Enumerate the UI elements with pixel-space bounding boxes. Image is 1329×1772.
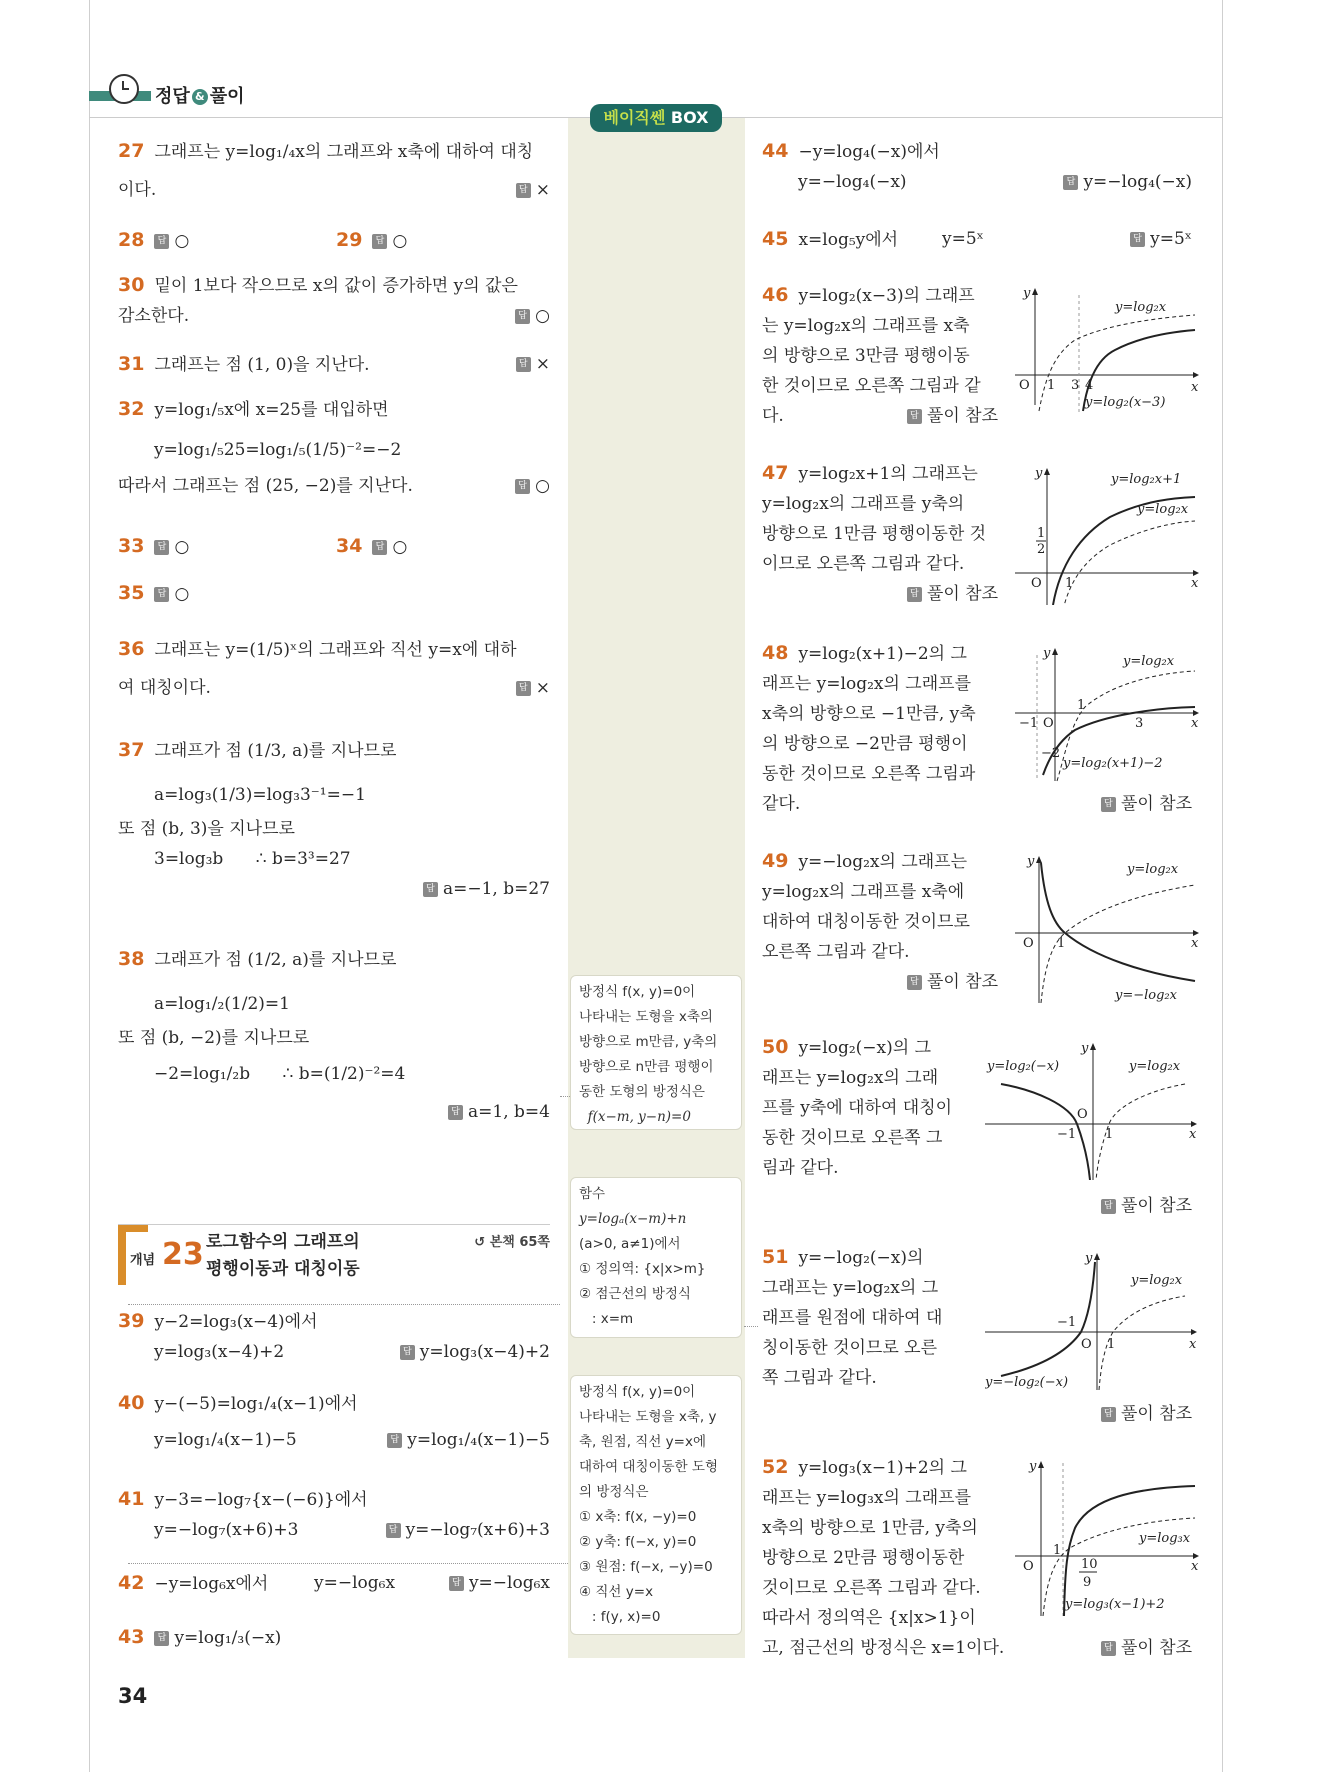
solution-text: 래프는 y=log₃x의 그래프를 (762, 1488, 971, 1508)
item-number: 31 (118, 353, 145, 375)
graph-51 (985, 1250, 1215, 1390)
concept-title-line2: 평행이동과 대칭이동 (206, 1259, 360, 1279)
item-number: 47 (762, 462, 789, 484)
connector-51 (744, 1326, 758, 1327)
solution-27 (118, 136, 550, 205)
solution-29 (336, 225, 550, 256)
svg-text:y=log₂x: y=log₂x (1127, 862, 1179, 877)
solution-text: 림과 같다. (762, 1158, 839, 1178)
item-number: 33 (118, 535, 145, 557)
solution-39 (118, 1306, 550, 1367)
solution-text: y=log₁/₅x에 x=25를 대입하면 (154, 400, 389, 420)
solution-45 (762, 224, 1192, 255)
solution-text: 래프를 원점에 대하여 대 (762, 1308, 943, 1328)
solution-text: 오른쪽 그림과 같다. (762, 942, 910, 962)
svg-text:y=log₂x+1: y=log₂x+1 (1111, 472, 1182, 487)
item-number: 49 (762, 850, 789, 872)
answer (1101, 789, 1192, 819)
equation: 3=log₃b ∴ b=3³=27 (154, 849, 351, 869)
answer-tag-icon: 답 (1101, 797, 1116, 812)
solution-text: 프를 y축에 대하여 대칭이 (762, 1098, 953, 1118)
title-left: 정답 (155, 86, 190, 107)
note-line: : f(y, x)=0 (579, 1609, 661, 1625)
solution-text: 래프는 y=log₂x의 그래 (762, 1068, 939, 1088)
note-line: 축, 원점, 직선 y=x에 (579, 1434, 706, 1450)
svg-text:3: 3 (1071, 378, 1080, 393)
solution-33 (118, 531, 318, 562)
concept-bracket-top (118, 1225, 148, 1232)
solution-30 (118, 270, 550, 331)
svg-text:O: O (1019, 378, 1030, 393)
svg-text:y: y (1043, 646, 1051, 661)
solution-text: y−(−5)=log₁/₄(x−1)에서 (154, 1394, 358, 1414)
svg-text:y=log₂x: y=log₂x (1115, 300, 1167, 315)
answer-value: ○ (174, 537, 190, 557)
textbook-reference[interactable] (474, 1231, 550, 1250)
solution-text: x축의 방향으로 1만큼, y축의 (762, 1518, 978, 1538)
note-line: 동한 도형의 방정식은 (579, 1084, 705, 1100)
svg-text:y=−log₂(−x): y=−log₂(−x) (985, 1375, 1069, 1390)
answer-tag-icon: 답 (387, 1433, 402, 1448)
item-number: 42 (118, 1572, 145, 1594)
svg-text:1: 1 (1065, 576, 1074, 591)
solution-text: x=log₅y에서 (798, 230, 899, 250)
solution-text: −y=log₄(−x)에서 (798, 142, 940, 162)
item-number: 43 (118, 1626, 145, 1648)
answer (907, 401, 998, 431)
alarm-clock-icon (109, 74, 139, 104)
solution-text: y=log₂(x−3)의 그래프 (798, 286, 975, 306)
solution-text: 이다. (118, 180, 157, 200)
svg-text:y=log₂x: y=log₂x (1129, 1059, 1181, 1074)
solution-text: y−3=−log₇{x−(−6)}에서 (154, 1490, 368, 1510)
svg-text:y=log₂(x−3): y=log₂(x−3) (1085, 395, 1166, 410)
svg-text:−1: −1 (1019, 716, 1039, 731)
svg-text:O: O (1023, 1559, 1034, 1574)
solution-text: 또 점 (b, −2)를 지나므로 (118, 1028, 310, 1048)
graph-49 (1015, 853, 1215, 1003)
item-number: 45 (762, 228, 789, 250)
svg-text:1: 1 (1105, 1127, 1114, 1142)
box-note-translation (570, 975, 742, 1130)
answer-tag-icon: 답 (1101, 1407, 1116, 1422)
solution-35 (118, 578, 550, 609)
answer (516, 175, 550, 205)
answer-tag-icon: 답 (423, 882, 438, 897)
answer-value: y=5ˣ (1150, 229, 1192, 249)
svg-text:x: x (1189, 1127, 1197, 1142)
answer-tag-icon: 답 (154, 587, 169, 602)
svg-text:3: 3 (1135, 716, 1144, 731)
answer-value: ○ (392, 231, 408, 251)
graph-52 (1015, 1458, 1215, 1618)
svg-text:−2: −2 (1041, 746, 1061, 761)
svg-text:−1: −1 (1057, 1315, 1077, 1330)
note-line: 함수 (579, 1186, 606, 1202)
solution-34 (336, 531, 550, 562)
solution-text: 쪽 그림과 같다. (762, 1368, 877, 1388)
svg-text:4: 4 (1085, 378, 1094, 393)
answer-value: y=log₁/₄(x−1)−5 (407, 1430, 550, 1450)
svg-text:O: O (1043, 716, 1054, 731)
svg-text:y=log₂x: y=log₂x (1123, 654, 1175, 669)
reference-text: 본책 65쪽 (489, 1235, 550, 1250)
answer-tag-icon: 답 (372, 234, 387, 249)
svg-text:y=log₃x: y=log₃x (1139, 1531, 1191, 1546)
answer-tag-icon: 답 (400, 1345, 415, 1360)
solution-32 (118, 394, 550, 501)
solution-text: 의 방향으로 −2만큼 평행이 (762, 734, 968, 754)
solution-text: 밑이 1보다 작으므로 x의 값이 증가하면 y의 값은 (154, 276, 518, 296)
answer-value: 풀이 참조 (1120, 1404, 1192, 1424)
page-edge-left (89, 0, 90, 1772)
answer-tag-icon: 답 (1130, 232, 1145, 247)
badge-latin: BOX (670, 108, 709, 127)
solution-text: y=−log₂(−x)의 (798, 1248, 924, 1268)
item-number: 51 (762, 1246, 789, 1268)
note-line: 나타내는 도형을 x축의 (579, 1009, 713, 1025)
answer (516, 673, 550, 703)
page-number: 34 (118, 1684, 148, 1708)
note-line: 방정식 f(x, y)=0이 (579, 1384, 696, 1400)
answer-value: 풀이 참조 (926, 584, 998, 604)
svg-text:y: y (1027, 854, 1035, 869)
answer (386, 1515, 550, 1545)
answer-value: 풀이 참조 (1120, 1196, 1192, 1216)
answer (387, 1425, 550, 1455)
solution-text: y=log₂x의 그래프를 x축에 (762, 882, 965, 902)
answer-value: 풀이 참조 (926, 406, 998, 426)
solution-text: 그래프가 점 (1/2, a)를 지나므로 (154, 950, 397, 970)
solution-text: 감소한다. (118, 306, 190, 326)
svg-text:1: 1 (1047, 378, 1056, 393)
answer-tag-icon: 답 (1101, 1641, 1116, 1656)
badge-korean: 베이직쎈 (603, 108, 666, 127)
solution-text: 고, 점근선의 방정식은 x=1이다. (762, 1638, 1005, 1658)
solution-text: 칭이동한 것이므로 오른 (762, 1338, 938, 1358)
solution-text: 동한 것이므로 오른쪽 그림과 (762, 764, 976, 784)
item-number: 37 (118, 739, 145, 761)
solution-text: 것이므로 오른쪽 그림과 같다. (762, 1578, 981, 1598)
answer-tag-icon: 답 (448, 1105, 463, 1120)
section-title (155, 82, 245, 108)
svg-text:1: 1 (1037, 526, 1046, 541)
solution-44 (762, 136, 1192, 197)
svg-text:2: 2 (1037, 542, 1046, 557)
answer-tag-icon: 답 (516, 357, 531, 372)
note-line: ① x축: f(x, −y)=0 (579, 1509, 697, 1525)
solution-text: 는 y=log₂x의 그래프를 x축 (762, 316, 970, 336)
note-line: ① 정의역: {x|x>m} (579, 1261, 706, 1277)
svg-text:y=log₃(x−1)+2: y=log₃(x−1)+2 (1065, 1597, 1165, 1612)
answer (1063, 167, 1192, 197)
note-line: ④ 직선 y=x (579, 1584, 654, 1600)
answer-value: y=−log₄(−x) (1083, 172, 1192, 192)
answer (515, 301, 550, 331)
solution-text: 의 방향으로 3만큼 평행이동 (762, 346, 970, 366)
solution-text: y=log₃(x−1)+2의 그 (798, 1458, 967, 1478)
svg-text:x: x (1191, 576, 1199, 591)
answer-tag-icon: 답 (907, 409, 922, 424)
svg-text:9: 9 (1083, 1575, 1092, 1590)
svg-text:y: y (1029, 1459, 1037, 1474)
item-number: 28 (118, 229, 145, 251)
item-number: 40 (118, 1392, 145, 1414)
solution-43 (118, 1622, 550, 1653)
svg-text:O: O (1031, 576, 1042, 591)
answer-tag-icon: 답 (515, 309, 530, 324)
svg-text:y=log₂(−x): y=log₂(−x) (987, 1059, 1060, 1074)
equation: a=log₃(1/3)=log₃3⁻¹=−1 (154, 785, 366, 805)
concept-number: 23 (162, 1237, 204, 1272)
page-edge-right (1222, 0, 1223, 1772)
answer (449, 1568, 550, 1598)
solution-36 (118, 634, 550, 703)
solution-47 (762, 458, 998, 609)
solution-text: 따라서 정의역은 {x|x>1}이 (762, 1608, 976, 1628)
answer-value: × (535, 678, 550, 698)
note-line: ② 점근선의 방정식 (579, 1286, 691, 1302)
note-line: 방향으로 m만큼, y축의 (579, 1034, 718, 1050)
answer-tag-icon: 답 (372, 540, 387, 555)
concept-title-line1: 로그함수의 그래프의 (206, 1232, 360, 1252)
svg-text:x: x (1191, 936, 1199, 951)
equation: y=log₁/₄(x−1)−5 (154, 1430, 297, 1450)
item-number: 30 (118, 274, 145, 296)
svg-text:y=log₂(x+1)−2: y=log₂(x+1)−2 (1063, 756, 1163, 771)
solution-31 (118, 349, 550, 380)
solution-37 (118, 735, 550, 904)
answer-tag-icon: 답 (449, 1576, 464, 1591)
note-line: 방향으로 n만큼 평행이 (579, 1059, 714, 1075)
item-number: 46 (762, 284, 789, 306)
solution-text: y=log₂(x+1)−2의 그 (798, 644, 967, 664)
answer-value: 풀이 참조 (926, 972, 998, 992)
solution-text: 방향으로 2만큼 평행이동한 (762, 1548, 965, 1568)
title-right: 풀이 (209, 86, 245, 107)
svg-text:10: 10 (1081, 1557, 1098, 1572)
svg-text:y: y (1081, 1041, 1089, 1056)
svg-text:y: y (1035, 466, 1043, 481)
answer-tag-icon: 답 (907, 975, 922, 990)
svg-text:y=−log₂x: y=−log₂x (1115, 988, 1177, 1003)
answer (515, 471, 550, 501)
svg-text:y: y (1085, 1251, 1093, 1266)
equation: y=log₃(x−4)+2 (154, 1342, 285, 1362)
equation: y=5ˣ (942, 229, 984, 249)
graph-48 (1015, 645, 1215, 785)
answer-value: × (535, 180, 550, 200)
solution-text: 다. (762, 406, 784, 426)
solution-text: 같다. (762, 794, 801, 814)
graph-50 (985, 1040, 1215, 1180)
equation: a=log₁/₂(1/2)=1 (154, 994, 290, 1014)
solution-text: −y=log₆x에서 (154, 1574, 269, 1594)
item-number: 29 (336, 229, 363, 251)
answer-tag-icon: 답 (516, 183, 531, 198)
answer-value: ○ (392, 537, 408, 557)
concept-heading (118, 1224, 550, 1291)
note-line: f(x−m, y−n)=0 (579, 1109, 691, 1125)
answer-tag-icon: 답 (154, 1631, 169, 1646)
svg-text:1: 1 (1077, 698, 1086, 713)
note-line: 의 방정식은 (579, 1484, 649, 1500)
svg-text:O: O (1023, 936, 1034, 951)
solution-text: y=log₂(−x)의 그 (798, 1038, 932, 1058)
svg-text:1: 1 (1107, 1337, 1116, 1352)
amp-badge: & (192, 89, 208, 105)
basic-box-badge (590, 104, 722, 132)
svg-text:y: y (1023, 286, 1031, 301)
graph-47 (1015, 465, 1215, 605)
solution-text: 여 대칭이다. (118, 678, 211, 698)
answer-value: ○ (535, 306, 550, 326)
equation: y=log₁/₅25=log₁/₅(1/5)⁻²=−2 (154, 440, 402, 460)
solution-46 (762, 280, 998, 431)
note-line: ③ 원점: f(−x, −y)=0 (579, 1559, 713, 1575)
solution-text: x축의 방향으로 −1만큼, y축 (762, 704, 976, 724)
solution-38 (118, 944, 550, 1127)
item-number: 35 (118, 582, 145, 604)
svg-text:x: x (1191, 380, 1199, 395)
concept-bracket (118, 1225, 126, 1285)
answer-value: 풀이 참조 (1120, 1638, 1192, 1658)
concept-divider (128, 1304, 560, 1305)
solution-text: y=log₂x의 그래프를 y축의 (762, 494, 965, 514)
svg-text:O: O (1077, 1107, 1088, 1122)
solution-text: 또 점 (b, 3)을 지나므로 (118, 819, 295, 839)
note-line: y=logₐ(x−m)+n (579, 1211, 687, 1227)
item-number: 27 (118, 140, 145, 162)
answer-value: y=−log₇(x+6)+3 (405, 1520, 550, 1540)
connector-38 (560, 1096, 570, 1097)
solution-text: 한 것이므로 오른쪽 그림과 같 (762, 376, 981, 396)
concept-title (206, 1229, 360, 1283)
solution-text: 따라서 그래프는 점 (25, −2)를 지난다. (118, 476, 413, 496)
answer-tag-icon: 답 (386, 1523, 401, 1538)
answer-value: y=log₃(x−4)+2 (419, 1342, 550, 1362)
solution-text: y−2=log₃(x−4)에서 (154, 1312, 318, 1332)
solution-text: 그래프는 y=(1/5)ˣ의 그래프와 직선 y=x에 대하 (154, 640, 517, 660)
answer (1130, 224, 1192, 254)
solution-28 (118, 225, 318, 256)
svg-text:1: 1 (1057, 936, 1066, 951)
equation: y=−log₆x (314, 1573, 396, 1593)
note-line: ② y축: f(−x, y)=0 (579, 1534, 697, 1550)
answer-value: ○ (535, 476, 550, 496)
item-number: 44 (762, 140, 789, 162)
solution-text: 그래프는 y=log₁/₄x의 그래프와 x축에 대하여 대칭 (154, 142, 534, 162)
solution-text: 래프는 y=log₂x의 그래프를 (762, 674, 971, 694)
solution-text: 동한 것이므로 오른쪽 그 (762, 1128, 943, 1148)
svg-text:−1: −1 (1057, 1127, 1077, 1142)
item-number: 36 (118, 638, 145, 660)
reference-arrow-icon: ↺ (474, 1235, 490, 1250)
solution-text: 그래프는 점 (1, 0)을 지난다. (154, 355, 370, 375)
item-number: 52 (762, 1456, 789, 1478)
note-line: 나타내는 도형을 x축, y (579, 1409, 717, 1425)
answer-value: a=1, b=4 (468, 1102, 550, 1122)
solution-41 (118, 1484, 550, 1545)
svg-text:x: x (1191, 716, 1199, 731)
answer (516, 349, 550, 379)
svg-text:x: x (1191, 1559, 1199, 1574)
solution-text: 그래프는 y=log₂x의 그 (762, 1278, 939, 1298)
solution-text: 그래프가 점 (1/3, a)를 지나므로 (154, 741, 397, 761)
item-number: 34 (336, 535, 363, 557)
solution-text: y=−log₂x의 그래프는 (798, 852, 968, 872)
answer-tag-icon: 답 (907, 587, 922, 602)
solution-42 (118, 1568, 550, 1599)
item-number: 48 (762, 642, 789, 664)
note-line: : x=m (579, 1311, 634, 1327)
svg-text:y=log₂x: y=log₂x (1131, 1273, 1183, 1288)
solution-text: y=log₂x+1의 그래프는 (798, 464, 978, 484)
left-column-lower (118, 1306, 550, 1666)
item-number: 38 (118, 948, 145, 970)
solution-text: 이므로 오른쪽 그림과 같다. (762, 554, 965, 574)
solution-40 (118, 1388, 550, 1455)
answer-value: ○ (174, 231, 190, 251)
answer-value: a=−1, b=27 (442, 879, 550, 899)
note-line: 대하여 대칭이동한 도형 (579, 1459, 718, 1475)
solution-text: 방향으로 1만큼 평행이동한 것 (762, 524, 987, 544)
answer-tag-icon: 답 (515, 479, 530, 494)
item-number: 32 (118, 398, 145, 420)
svg-text:1: 1 (1053, 1543, 1062, 1558)
answer-tag-icon: 답 (516, 681, 531, 696)
answer-value: y=log₁/₃(−x) (174, 1628, 282, 1648)
answer-value: y=−log₆x (468, 1573, 550, 1593)
answer-tag-icon: 답 (154, 540, 169, 555)
equation: −2=log₁/₂b ∴ b=(1/2)⁻²=4 (154, 1064, 406, 1084)
solution-text: 대하여 대칭이동한 것이므로 (762, 912, 970, 932)
answer-tag-icon: 답 (1063, 175, 1078, 190)
note-line: (a>0, a≠1)에서 (579, 1236, 681, 1252)
answer-tag-icon: 답 (1101, 1199, 1116, 1214)
answer-value: ○ (174, 584, 190, 604)
svg-text:y=log₂x: y=log₂x (1137, 502, 1189, 517)
item-number: 41 (118, 1488, 145, 1510)
box-note-log-function (570, 1177, 742, 1338)
svg-text:x: x (1189, 1337, 1197, 1352)
answer (1101, 1633, 1192, 1663)
box-note-reflection (570, 1375, 742, 1635)
item-number: 50 (762, 1036, 789, 1058)
answer-value: 풀이 참조 (1120, 794, 1192, 814)
concept-label: 개념 (130, 1253, 156, 1268)
item-number: 39 (118, 1310, 145, 1332)
svg-text:O: O (1081, 1337, 1092, 1352)
answer-tag-icon: 답 (154, 234, 169, 249)
solution-49 (762, 846, 998, 997)
answer-value: × (535, 354, 550, 374)
section-divider-42 (128, 1563, 568, 1564)
equation: y=−log₄(−x) (798, 172, 907, 192)
answer (400, 1337, 550, 1367)
equation: y=−log₇(x+6)+3 (154, 1520, 299, 1540)
note-line: 방정식 f(x, y)=0이 (579, 984, 696, 1000)
graph-46 (1015, 285, 1215, 415)
